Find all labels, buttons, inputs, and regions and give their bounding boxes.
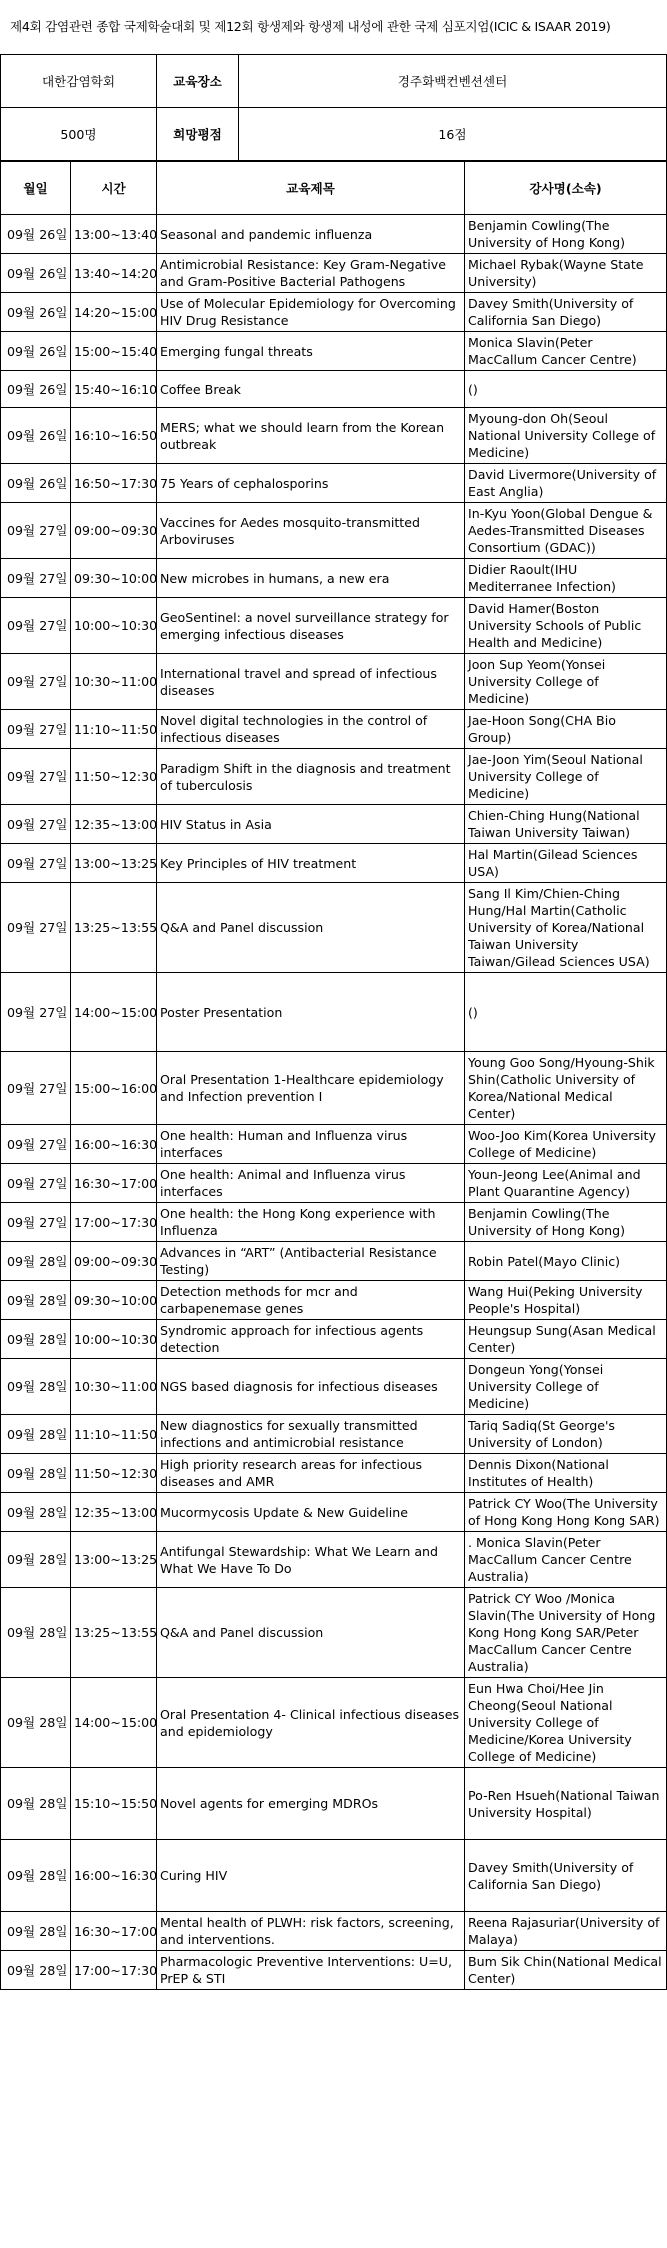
cell-topic: Oral Presentation 1-Healthcare epidemiology and Infection prevention I: [157, 1052, 465, 1125]
cell-speaker: Patrick CY Woo /Monica Slavin(The University of Hong Kong Hong Kong SAR/Peter MacCallum Cancer Centre Australia): [465, 1588, 667, 1678]
cell-date: 09월 26일: [1, 293, 71, 332]
cell-topic: Oral Presentation 4- Clinical infectious diseases and epidemiology: [157, 1678, 465, 1768]
table-row: [1, 1320, 667, 1359]
cell-date: 09월 26일: [1, 215, 71, 254]
cell-time: 13:00~13:25: [71, 1532, 157, 1588]
cell-speaker: Hal Martin(Gilead Sciences USA): [465, 844, 667, 883]
cell-speaker: Reena Rajasuriar(University of Malaya): [465, 1912, 667, 1951]
cell-date: 09월 28일: [1, 1454, 71, 1493]
cell-date: 09월 27일: [1, 883, 71, 973]
points-value: 16점: [239, 108, 667, 161]
table-row: [1, 749, 667, 805]
cell-date: 09월 27일: [1, 1203, 71, 1242]
cell-time: 16:00~16:30: [71, 1840, 157, 1912]
cell-topic: Mucormycosis Update & New Guideline: [157, 1493, 465, 1532]
table-row: [1, 598, 667, 654]
cell-topic: Key Principles of HIV treatment: [157, 844, 465, 883]
cell-topic: Syndromic approach for infectious agents detection: [157, 1320, 465, 1359]
table-row: [1, 1951, 667, 1990]
cell-topic: Use of Molecular Epidemiology for Overcoming HIV Drug Resistance: [157, 293, 465, 332]
cell-topic: HIV Status in Asia: [157, 805, 465, 844]
table-row: [1, 1415, 667, 1454]
cell-topic: Curing HIV: [157, 1840, 465, 1912]
table-row: [1, 1840, 667, 1912]
cell-topic: International travel and spread of infectious diseases: [157, 654, 465, 710]
cell-date: 09월 27일: [1, 749, 71, 805]
cell-time: 09:30~10:00: [71, 559, 157, 598]
table-row: [1, 710, 667, 749]
cell-time: 10:00~10:30: [71, 1320, 157, 1359]
cell-speaker: Jae-Joon Yim(Seoul National University College of Medicine): [465, 749, 667, 805]
cell-speaker: Davey Smith(University of California San Diego): [465, 1840, 667, 1912]
cell-speaker: Monica Slavin(Peter MacCallum Cancer Centre): [465, 332, 667, 371]
cell-speaker: Heungsup Sung(Asan Medical Center): [465, 1320, 667, 1359]
cell-speaker: David Livermore(University of East Anglia): [465, 464, 667, 503]
table-row: [1, 332, 667, 371]
cell-speaker: Dennis Dixon(National Institutes of Health): [465, 1454, 667, 1493]
cell-date: 09월 26일: [1, 464, 71, 503]
table-row: [1, 1768, 667, 1840]
cell-date: 09월 27일: [1, 559, 71, 598]
cell-speaker: Chien-Ching Hung(National Taiwan University Taiwan): [465, 805, 667, 844]
table-row: [1, 805, 667, 844]
table-row: [1, 503, 667, 559]
schedule-body: [1, 215, 667, 1990]
cell-time: 14:00~15:00: [71, 973, 157, 1052]
column-header-topic: 교육제목: [157, 162, 465, 215]
cell-time: 13:00~13:40: [71, 215, 157, 254]
cell-date: 09월 28일: [1, 1281, 71, 1320]
cell-time: 11:50~12:30: [71, 749, 157, 805]
column-header-time: 시간: [71, 162, 157, 215]
cell-date: 09월 28일: [1, 1242, 71, 1281]
cell-time: 10:00~10:30: [71, 598, 157, 654]
table-row: [1, 1125, 667, 1164]
cell-topic: One health: Human and Influenza virus interfaces: [157, 1125, 465, 1164]
cell-time: 13:25~13:55: [71, 883, 157, 973]
points-label: 희망평점: [157, 108, 239, 161]
cell-speaker: David Hamer(Boston University Schools of Public Health and Medicine): [465, 598, 667, 654]
cell-time: 13:00~13:25: [71, 844, 157, 883]
cell-date: 09월 28일: [1, 1532, 71, 1588]
cell-topic: Emerging fungal threats: [157, 332, 465, 371]
capacity-value: 500명: [1, 108, 157, 161]
venue-label: 교육장소: [157, 55, 239, 108]
cell-time: 09:00~09:30: [71, 1242, 157, 1281]
table-row: [1, 1359, 667, 1415]
cell-speaker: Davey Smith(University of California San Diego): [465, 293, 667, 332]
cell-topic: One health: the Hong Kong experience with Influenza: [157, 1203, 465, 1242]
cell-date: 09월 28일: [1, 1678, 71, 1768]
cell-speaker: Youn-Jeong Lee(Animal and Plant Quarantine Agency): [465, 1164, 667, 1203]
cell-time: 10:30~11:00: [71, 654, 157, 710]
cell-date: 09월 27일: [1, 844, 71, 883]
table-row: [1, 1281, 667, 1320]
cell-speaker: Wang Hui(Peking University People's Hospital): [465, 1281, 667, 1320]
cell-topic: New diagnostics for sexually transmitted infections and antimicrobial resistance: [157, 1415, 465, 1454]
cell-speaker: Woo-Joo Kim(Korea University College of Medicine): [465, 1125, 667, 1164]
cell-speaker: Young Goo Song/Hyoung-Shik Shin(Catholic University of Korea/National Medical Center): [465, 1052, 667, 1125]
document-title: 제4회 감염관련 종합 국제학술대회 및 제12회 항생제와 항생제 내성에 관한 국제 심포지엄(ICIC & ISAAR 2019): [10, 19, 611, 34]
info-row-points: [1, 108, 667, 161]
cell-date: 09월 28일: [1, 1840, 71, 1912]
cell-time: 17:00~17:30: [71, 1951, 157, 1990]
cell-date: 09월 27일: [1, 805, 71, 844]
table-row: [1, 1164, 667, 1203]
cell-speaker: Patrick CY Woo(The University of Hong Kong Hong Kong SAR): [465, 1493, 667, 1532]
cell-speaker: Sang Il Kim/Chien-Ching Hung/Hal Martin(Catholic University of Korea/National Taiwan University Taiwan/Gilead Sciences USA): [465, 883, 667, 973]
table-row: [1, 254, 667, 293]
cell-speaker: Didier Raoult(IHU Mediterranee Infection): [465, 559, 667, 598]
cell-date: 09월 27일: [1, 1164, 71, 1203]
cell-time: 15:10~15:50: [71, 1768, 157, 1840]
cell-topic: Q&A and Panel discussion: [157, 883, 465, 973]
cell-date: 09월 28일: [1, 1951, 71, 1990]
info-table: [0, 54, 667, 161]
cell-topic: New microbes in humans, a new era: [157, 559, 465, 598]
cell-topic: Advances in “ART” (Antibacterial Resistance Testing): [157, 1242, 465, 1281]
cell-time: 13:40~14:20: [71, 254, 157, 293]
table-row: [1, 973, 667, 1052]
cell-time: 17:00~17:30: [71, 1203, 157, 1242]
cell-speaker: Bum Sik Chin(National Medical Center): [465, 1951, 667, 1990]
cell-time: 10:30~11:00: [71, 1359, 157, 1415]
cell-time: 13:25~13:55: [71, 1588, 157, 1678]
cell-topic: High priority research areas for infectious diseases and AMR: [157, 1454, 465, 1493]
cell-time: 16:50~17:30: [71, 464, 157, 503]
table-row: [1, 1242, 667, 1281]
schedule-table: [0, 161, 667, 1990]
cell-topic: MERS; what we should learn from the Korean outbreak: [157, 408, 465, 464]
table-row: [1, 1532, 667, 1588]
cell-topic: Antimicrobial Resistance: Key Gram-Negative and Gram-Positive Bacterial Pathogens: [157, 254, 465, 293]
cell-date: 09월 28일: [1, 1359, 71, 1415]
cell-topic: 75 Years of cephalosporins: [157, 464, 465, 503]
table-row: [1, 1912, 667, 1951]
cell-speaker: Jae-Hoon Song(CHA Bio Group): [465, 710, 667, 749]
table-row: [1, 844, 667, 883]
organizer-value: 대한감염학회: [1, 55, 157, 108]
cell-topic: NGS based diagnosis for infectious diseases: [157, 1359, 465, 1415]
cell-time: 15:00~15:40: [71, 332, 157, 371]
table-row: [1, 1052, 667, 1125]
cell-time: 15:00~16:00: [71, 1052, 157, 1125]
cell-topic: Paradigm Shift in the diagnosis and treatment of tuberculosis: [157, 749, 465, 805]
cell-speaker: Benjamin Cowling(The University of Hong Kong): [465, 215, 667, 254]
cell-topic: Poster Presentation: [157, 973, 465, 1052]
cell-speaker: (): [465, 371, 667, 408]
cell-time: 16:30~17:00: [71, 1912, 157, 1951]
table-row: [1, 1678, 667, 1768]
table-row: [1, 883, 667, 973]
cell-time: 15:40~16:10: [71, 371, 157, 408]
table-row: [1, 1588, 667, 1678]
cell-topic: Coffee Break: [157, 371, 465, 408]
table-row: [1, 464, 667, 503]
cell-date: 09월 27일: [1, 710, 71, 749]
cell-date: 09월 27일: [1, 973, 71, 1052]
cell-time: 14:00~15:00: [71, 1678, 157, 1768]
cell-speaker: (): [465, 973, 667, 1052]
cell-date: 09월 26일: [1, 371, 71, 408]
cell-date: 09월 27일: [1, 598, 71, 654]
cell-topic: Novel digital technologies in the control of infectious diseases: [157, 710, 465, 749]
cell-date: 09월 28일: [1, 1320, 71, 1359]
table-row: [1, 1203, 667, 1242]
cell-date: 09월 28일: [1, 1588, 71, 1678]
venue-value: 경주화백컨벤션센터: [239, 55, 667, 108]
cell-date: 09월 27일: [1, 1052, 71, 1125]
cell-date: 09월 26일: [1, 254, 71, 293]
cell-speaker: Myoung-don Oh(Seoul National University College of Medicine): [465, 408, 667, 464]
cell-speaker: Po-Ren Hsueh(National Taiwan University Hospital): [465, 1768, 667, 1840]
info-row-venue: [1, 55, 667, 108]
table-row: [1, 293, 667, 332]
table-row: [1, 559, 667, 598]
cell-time: 11:10~11:50: [71, 710, 157, 749]
cell-topic: Novel agents for emerging MDROs: [157, 1768, 465, 1840]
cell-topic: Vaccines for Aedes mosquito-transmitted Arboviruses: [157, 503, 465, 559]
column-header-speaker: 강사명(소속): [465, 162, 667, 215]
cell-time: 14:20~15:00: [71, 293, 157, 332]
cell-time: 09:00~09:30: [71, 503, 157, 559]
cell-topic: Pharmacologic Preventive Interventions: U=U, PrEP & STI: [157, 1951, 465, 1990]
cell-date: 09월 28일: [1, 1912, 71, 1951]
cell-date: 09월 28일: [1, 1493, 71, 1532]
cell-time: 11:10~11:50: [71, 1415, 157, 1454]
cell-date: 09월 28일: [1, 1768, 71, 1840]
cell-topic: Seasonal and pandemic influenza: [157, 215, 465, 254]
cell-time: 12:35~13:00: [71, 1493, 157, 1532]
cell-time: 09:30~10:00: [71, 1281, 157, 1320]
cell-speaker: . Monica Slavin(Peter MacCallum Cancer Centre Australia): [465, 1532, 667, 1588]
cell-topic: Q&A and Panel discussion: [157, 1588, 465, 1678]
cell-topic: One health: Animal and Influenza virus interfaces: [157, 1164, 465, 1203]
cell-time: 16:00~16:30: [71, 1125, 157, 1164]
cell-topic: Mental health of PLWH: risk factors, screening, and interventions.: [157, 1912, 465, 1951]
cell-speaker: In-Kyu Yoon(Global Dengue & Aedes-Transmitted Diseases Consortium (GDAC)): [465, 503, 667, 559]
cell-speaker: Joon Sup Yeom(Yonsei University College of Medicine): [465, 654, 667, 710]
table-row: [1, 1454, 667, 1493]
cell-topic: Antifungal Stewardship: What We Learn and What We Have To Do: [157, 1532, 465, 1588]
cell-date: 09월 27일: [1, 1125, 71, 1164]
cell-topic: GeoSentinel: a novel surveillance strategy for emerging infectious diseases: [157, 598, 465, 654]
table-row: [1, 654, 667, 710]
cell-topic: Detection methods for mcr and carbapenemase genes: [157, 1281, 465, 1320]
column-header-date: 월일: [1, 162, 71, 215]
cell-speaker: Robin Patel(Mayo Clinic): [465, 1242, 667, 1281]
cell-date: 09월 26일: [1, 332, 71, 371]
schedule-header-row: [1, 162, 667, 215]
cell-time: 12:35~13:00: [71, 805, 157, 844]
cell-speaker: Eun Hwa Choi/Hee Jin Cheong(Seoul National University College of Medicine/Korea University College of Medicine): [465, 1678, 667, 1768]
table-row: [1, 215, 667, 254]
table-row: [1, 408, 667, 464]
cell-date: 09월 27일: [1, 503, 71, 559]
cell-time: 11:50~12:30: [71, 1454, 157, 1493]
table-row: [1, 371, 667, 408]
cell-speaker: Tariq Sadiq(St George's University of London): [465, 1415, 667, 1454]
cell-date: 09월 26일: [1, 408, 71, 464]
cell-time: 16:10~16:50: [71, 408, 157, 464]
cell-date: 09월 27일: [1, 654, 71, 710]
cell-speaker: Benjamin Cowling(The University of Hong Kong): [465, 1203, 667, 1242]
cell-speaker: Dongeun Yong(Yonsei University College of Medicine): [465, 1359, 667, 1415]
cell-date: 09월 28일: [1, 1415, 71, 1454]
table-row: [1, 1493, 667, 1532]
cell-time: 16:30~17:00: [71, 1164, 157, 1203]
cell-speaker: Michael Rybak(Wayne State University): [465, 254, 667, 293]
